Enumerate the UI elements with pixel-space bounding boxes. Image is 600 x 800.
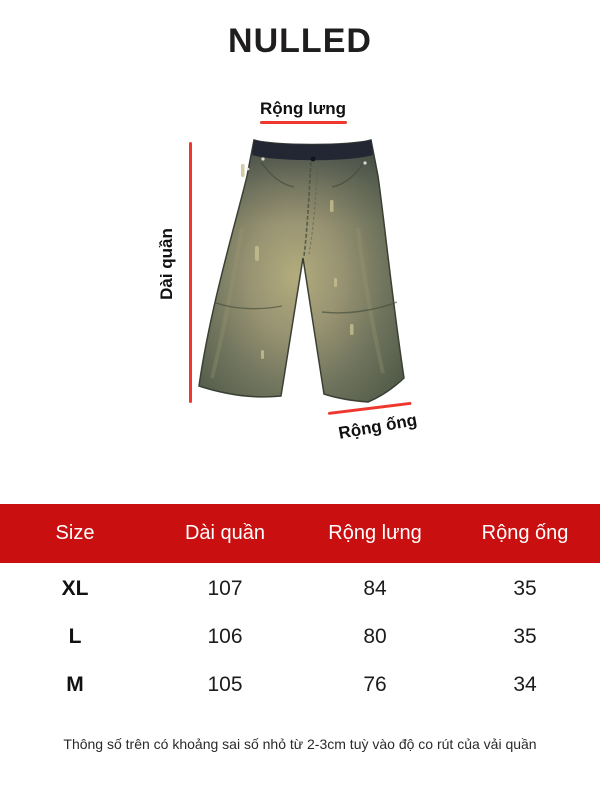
- measurement-diagram: [0, 90, 600, 460]
- length-label: Dài quần: [157, 228, 176, 300]
- waist-value: 76: [363, 673, 387, 696]
- waist-width-label: Rộng lưng: [260, 99, 346, 118]
- size-value: M: [66, 673, 84, 696]
- leg-open-value: 34: [513, 673, 537, 696]
- table-row: [0, 613, 600, 661]
- header-cell-length: Dài quần: [184, 522, 266, 544]
- waist-value: 84: [363, 577, 387, 600]
- tolerance-note: Thông số trên có khoảng sai số nhỏ từ 2-3cm tuỳ vào độ co rút của vải quần: [63, 736, 537, 752]
- size-value: XL: [61, 577, 89, 600]
- leg-open-value: 35: [513, 577, 537, 600]
- header-cell-size: Size: [55, 522, 95, 544]
- size-table-header: [0, 504, 600, 563]
- size-table: [0, 504, 600, 696]
- hem-width-label: Rộng ống: [337, 410, 419, 443]
- brand-logo: NULLED: [228, 22, 372, 60]
- length-value: 107: [207, 577, 243, 600]
- length-value: 106: [207, 625, 243, 648]
- length-measure-line: [189, 142, 192, 403]
- jeans-product-image: [182, 128, 442, 428]
- length-value: 105: [207, 673, 243, 696]
- header-cell-waist: Rộng lưng: [328, 522, 422, 544]
- waist-measure-line: [260, 121, 347, 124]
- table-row: [0, 661, 600, 709]
- waist-value: 80: [363, 625, 387, 648]
- leg-open-value: 35: [513, 625, 537, 648]
- jeans-button: [311, 157, 316, 162]
- table-row: [0, 565, 600, 613]
- header-cell-leg-open: Rộng ống: [481, 522, 569, 544]
- size-table-body: [0, 565, 600, 709]
- size-value: L: [68, 625, 82, 648]
